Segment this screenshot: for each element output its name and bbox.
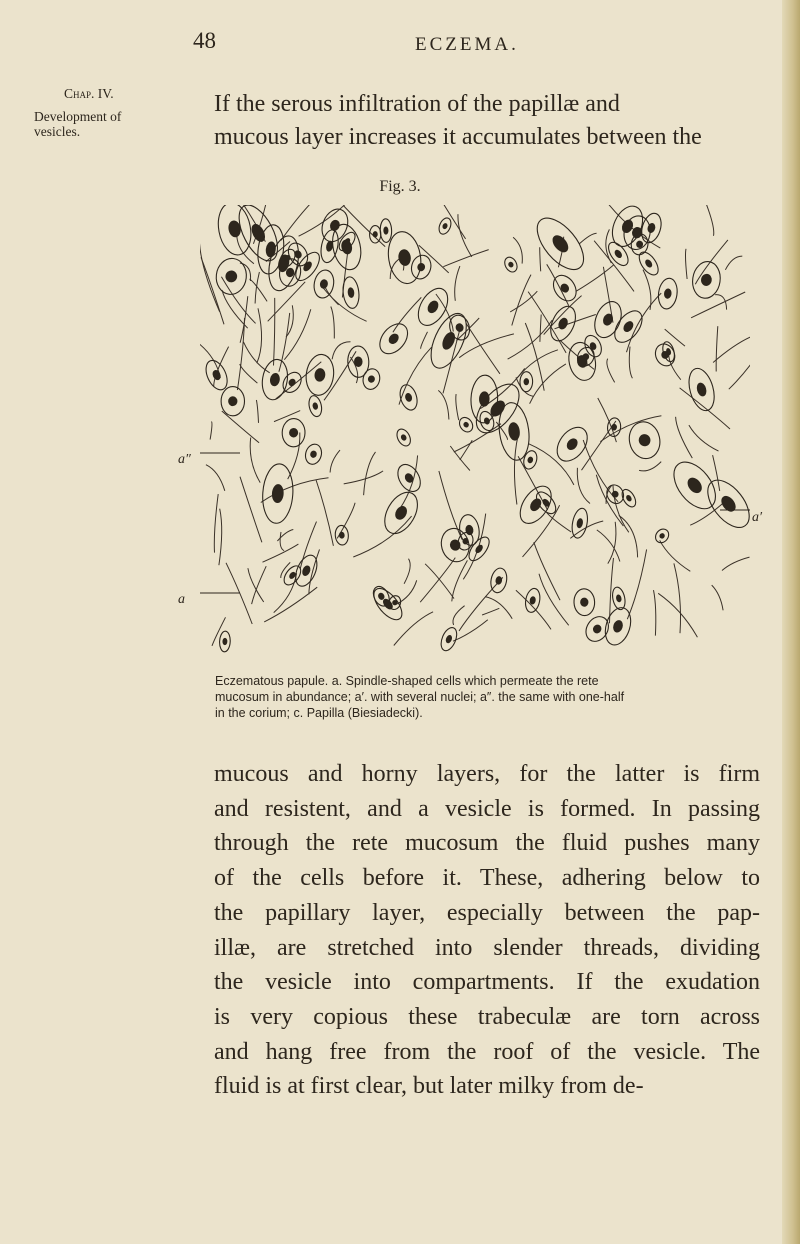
cell-shape [652,341,678,369]
engraving-strand [214,347,229,387]
engraving-strand [705,205,713,236]
engraving-strand [534,542,560,600]
engraving-strand [482,608,499,615]
text-line: and hang free from the roof of the vesicle. The [214,1038,760,1065]
engraving-strand [214,494,218,552]
cell-shape [214,257,248,296]
engraving-strand [598,398,617,442]
cell-shape [378,487,424,539]
cell-shape [626,419,664,462]
cell-shape [437,216,453,236]
engraving-strand [219,509,222,566]
engraving-strand [594,241,634,292]
engraving-strand [452,560,468,601]
body-text-top [214,88,760,154]
engraving-strand [510,291,537,312]
engraving-strand [353,516,411,557]
engraving-strand [712,585,723,610]
text-line: the vesicle into compartments. If the exudation [214,969,760,996]
cell-shape [282,418,306,447]
text-line: mucous layer increases it accumulates between the [214,124,702,150]
engraving-strand [540,315,541,342]
engraving-strand [453,620,488,641]
engraving-strand [316,480,333,546]
cell-shape [611,586,627,611]
text-line: through the rete mucosum the fluid pushes many [214,830,760,857]
engraving-strand [443,250,488,267]
engraving-strand [508,320,553,359]
cell-shape [529,210,593,277]
engraving-strand [201,257,224,324]
engraving-strand [716,326,718,371]
engraving-strand [279,313,290,372]
cell-shape [369,226,380,244]
engraving-strand [323,288,367,322]
cell-shape [700,473,750,535]
engraving-strand [240,263,251,281]
engraving-strand [396,580,417,604]
engraving-strand [344,471,383,484]
engraving-strand [221,277,255,324]
cell-shape [261,463,295,524]
cell-shape [581,612,613,645]
sidenote [28,86,158,139]
cell-shape [685,365,719,413]
engraving-strand [274,298,275,366]
engraving-strand [685,249,687,279]
engraving-strand [665,329,685,346]
cell-shape [457,415,476,434]
engraving-strand [658,593,697,637]
running-head: ECZEMA. [415,34,519,55]
sidenote-text: Development of vesicles. [34,109,122,139]
engraving-strand [619,515,638,557]
cell-shape [259,358,290,402]
engraving-strand [274,573,297,612]
engraving-strand [597,530,620,562]
figure-label: Fig. 3. [379,178,421,195]
engraving-strand [654,590,656,636]
engraving-strand [608,522,616,564]
figure-marker: a [178,592,185,607]
cell-shape [307,394,323,417]
cell-shape [202,357,232,393]
cell-shape [397,383,420,413]
engraving-strand [281,205,324,240]
engraving-strand [222,411,259,443]
engraving-strand [210,422,212,440]
engraving-strand [248,568,264,602]
cell-shape [380,219,392,243]
engraving-strand [600,416,661,442]
engraving-strand [722,557,750,570]
engraving-strand [456,394,459,420]
engraving-strand [582,421,616,470]
engraving-strand [466,324,500,374]
engraving-strand [421,332,428,349]
cell-shape [374,319,413,359]
engraving-strand [330,450,340,472]
engraving-strand [455,266,460,301]
engraving-strand [206,465,225,491]
cell-shape [303,442,324,466]
engraving-strand [639,462,661,471]
cell-shape [546,303,581,345]
engraving-strand [643,270,651,310]
cell-shape [514,481,558,529]
engraving-strand [257,308,262,363]
cell-shape [438,625,460,653]
cell-shape [653,526,672,545]
cell-shape [690,260,722,300]
engraving-strand [539,574,569,626]
cell-shape [551,422,593,467]
engraving-strand [725,256,742,270]
engraving-strand [460,440,472,460]
cell-shape [601,604,635,648]
cell-shape [424,308,474,373]
text-line: fluid is at first clear, but later milky from de- [214,1073,644,1100]
engraving-strand [399,347,432,404]
engraving-strand [425,564,454,599]
engraving-strand [607,359,615,383]
engraving-strand [458,214,472,257]
figure-marker: a″ [178,452,191,467]
cell-shape [502,255,519,274]
engraving-strand [540,247,541,271]
figure-marker: a′ [752,510,763,525]
engraving-strand [674,563,681,633]
cell-shape [409,253,434,281]
papule-engraving [200,205,750,665]
body-text-bottom [214,757,760,1104]
caption-line: mucosum in abundance; a′. with several nuclei; a″. the same with one-half [215,690,625,704]
cell-shape [318,228,341,264]
figure-caption [215,673,760,721]
engraving-strand [629,347,632,379]
cell-shape [605,239,632,269]
cell-shape [361,367,382,391]
engraving-strand [261,478,329,503]
engraving-strand [436,294,453,332]
engraving-strand [240,364,258,383]
cell-shape [636,249,662,278]
engraving-strand [250,438,260,483]
engraving-strand [577,468,590,504]
cell-shape [334,525,349,546]
engraving-strand [274,411,300,422]
cell-shape [221,387,245,416]
engraving-strand [393,297,421,332]
engraving-strand [516,590,551,629]
engraving-strand [514,436,518,505]
text-line: illæ, are stretched into slender threads, dividing [214,934,760,961]
engraving-strand [689,425,719,451]
cell-shape [394,427,413,448]
engraving-strand [240,477,262,543]
engraving-strand [676,417,693,458]
text-line: the papillary layer, especially between the pap- [214,899,760,926]
engraving-strand [364,452,376,495]
engraving-strand [331,307,335,339]
engraving-strand [459,577,503,631]
engraving-strand [576,265,613,291]
cell-shape [657,277,679,310]
cell-shape [347,346,369,378]
cell-shape [219,631,231,652]
cell-shape [341,276,360,309]
cell-shape [457,513,481,546]
cell-shape [393,460,425,495]
engraving-strand [627,549,646,619]
text-line: is very copious these trabeculæ are torn across [214,1003,760,1030]
cell-shape [573,588,595,616]
figure-illustration [200,205,750,665]
cell-shape [590,298,627,342]
cell-shape [412,283,453,330]
engraving-strand [404,559,410,584]
engraving-strand [438,390,449,419]
engraving-strand [300,522,316,570]
caption-line: Eczematous papule. a. Spindle-shaped cells which permeate the rete [215,674,599,688]
cell-shape [570,507,590,539]
cell-shape [609,306,647,347]
engraving-strand [579,233,597,244]
text-line: mucous and horny layers, for the latter is firm [214,761,760,787]
page-number: 48 [193,28,216,53]
chapter-label: Chap. IV. [64,86,114,101]
engraving-strand [496,422,507,440]
cell-shape [312,268,336,299]
cell-shape [520,372,533,392]
engraving-strand [394,612,433,646]
caption-line: in the corium; c. Papilla (Biesiadecki). [215,706,423,720]
engraving-strand [485,597,512,619]
engraving-strand [713,334,750,363]
text-line: If the serous infiltration of the papillæ and [214,91,620,117]
text-line: of the cells before it. These, adhering below to [214,865,760,892]
engraving-strand [256,400,258,423]
engraving-strand [453,606,465,625]
page-header [0,28,800,68]
engraving-strand [530,364,566,404]
engraving-strand [250,279,268,301]
text-line: and resistent, and a vesicle is formed. In passing [214,795,760,822]
